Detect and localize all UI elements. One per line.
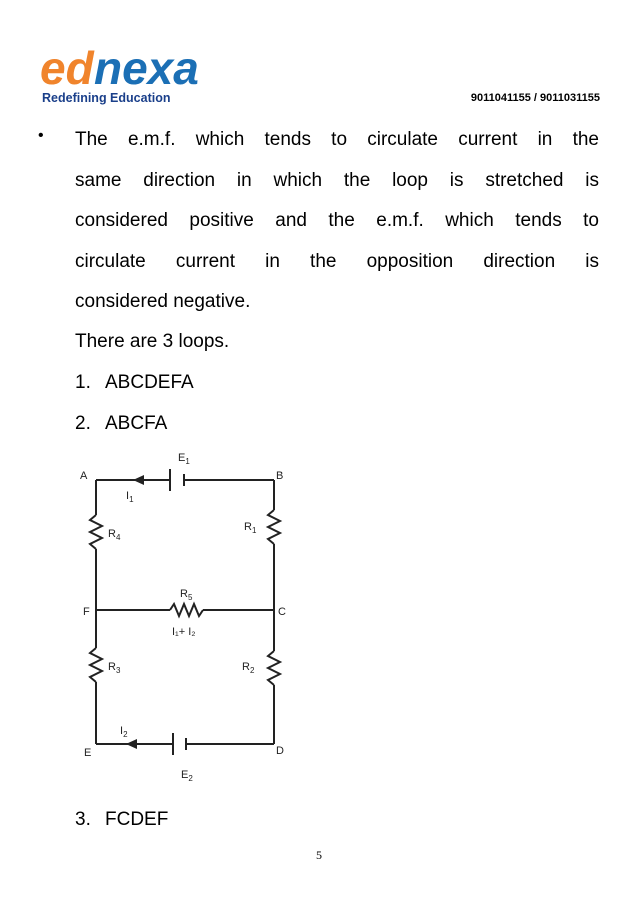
paragraph-line: same direction in which the loop is stretched is (75, 169, 599, 191)
loop-name: ABCDEFA (105, 372, 194, 393)
label-r5: $R_5$ (180, 588, 193, 602)
loop-number: 1. (75, 372, 91, 393)
loop-name: FCDEF (105, 809, 169, 830)
bullet-point: • (38, 127, 44, 144)
paragraph-line: considered positive and the e.m.f. which tends to (75, 210, 599, 231)
node-label-f: F (83, 606, 90, 618)
resistor-r3 (90, 648, 102, 682)
loop-item-2 (75, 412, 167, 436)
resistor-r2 (268, 651, 280, 685)
logo-tagline: Redefining Education (42, 91, 171, 105)
circuit-diagram (78, 445, 298, 795)
page-number: 5 (316, 848, 322, 862)
label-e2: $E_2$ (181, 769, 193, 783)
paragraph-line: circulate current in the opposition direction is (75, 250, 599, 272)
label-r2: $R_2$ (242, 661, 255, 675)
current-arrow-i2 (126, 739, 137, 749)
paragraph-line: considered negative. (75, 291, 251, 312)
loops-intro: There are 3 loops. (75, 331, 230, 352)
current-arrow-i1 (133, 475, 144, 485)
node-label-c: C (278, 606, 286, 618)
loop-number: 3. (75, 809, 91, 830)
kirchhoff-paragraph (75, 120, 599, 323)
node-label-d: D (276, 745, 284, 757)
ednexa-logo (38, 44, 238, 106)
node-label-e: E (84, 747, 92, 759)
resistor-r5 (170, 604, 203, 616)
label-r1: $R_1$ (244, 521, 257, 535)
resistor-r4 (90, 515, 102, 549)
node-label-a: A (80, 470, 88, 482)
label-i1: $I_1$ (126, 490, 134, 504)
label-r4: $R_4$ (108, 528, 121, 542)
resistor-r1 (268, 510, 280, 544)
loop-item-3 (75, 808, 168, 832)
paragraph-line: The e.m.f. which tends to circulate current in the (75, 129, 599, 150)
loop-name: ABCFA (105, 413, 168, 434)
node-label-b: B (276, 470, 284, 482)
label-i2: $I_2$ (120, 725, 128, 739)
loop-item-1 (75, 371, 194, 395)
label-r3: $R_3$ (108, 661, 121, 675)
logo-text-nexa: nexa (94, 44, 199, 94)
loop-number: 2. (75, 413, 91, 434)
label-mid-current: I₁+ I₂ (172, 626, 196, 638)
phone-numbers: 9011041155 / 9011031155 (470, 92, 600, 104)
label-e1: $E_1$ (178, 452, 190, 466)
logo-text-ed: ed (40, 44, 94, 94)
